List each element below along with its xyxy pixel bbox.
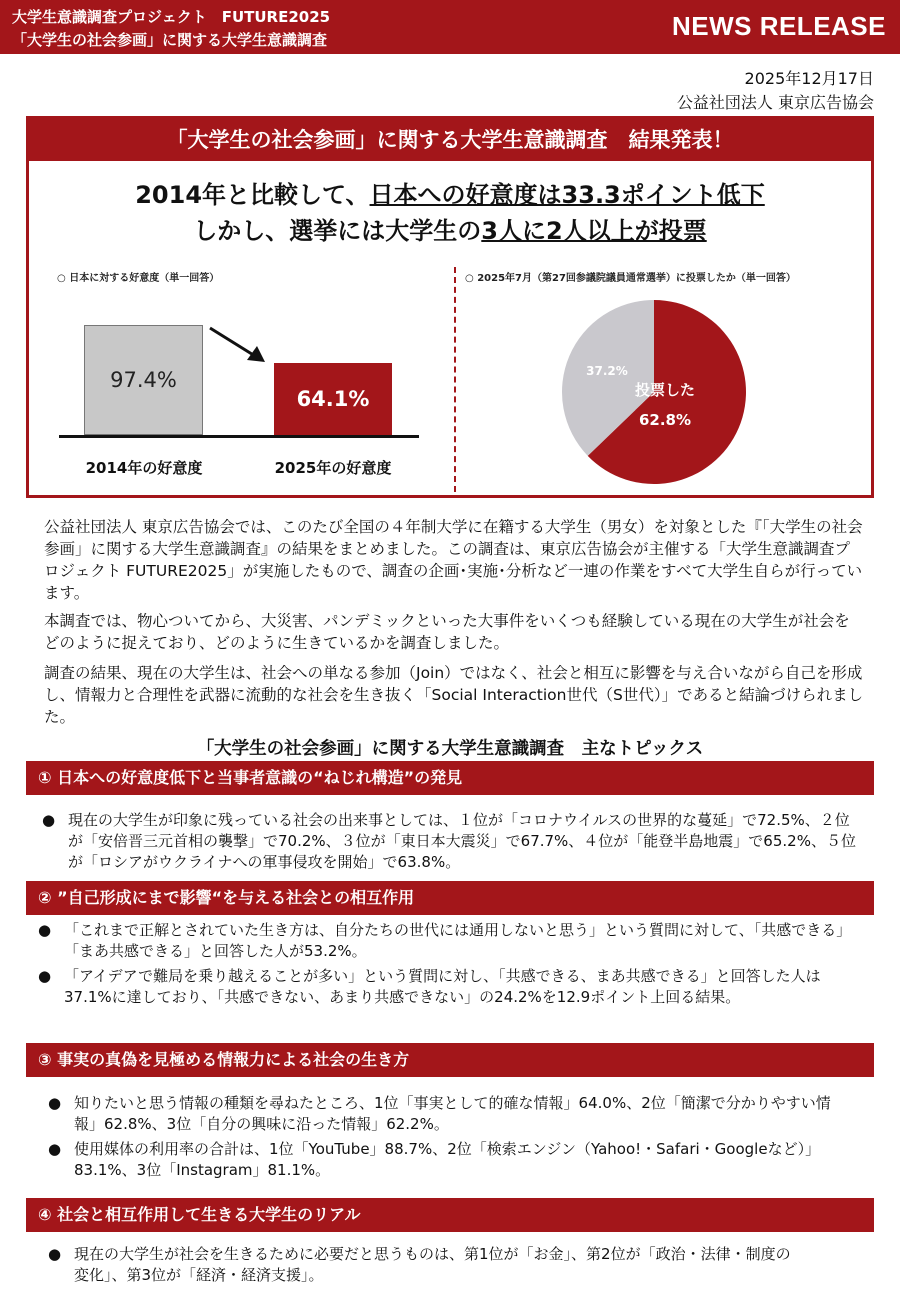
section-2-bullet-1 xyxy=(38,920,844,962)
section-1-bullet-1 xyxy=(42,810,858,873)
pie-value-other: 37.2% xyxy=(586,364,628,378)
bar-2014-label: 2014年の好意度 xyxy=(85,459,203,477)
pie-value-voted: 62.8% xyxy=(638,411,692,429)
topics-title: 「大学生の社会参画」に関する大学生意識調査 主なトピックス xyxy=(196,739,704,759)
news-release-label: NEWS RELEASE xyxy=(671,11,886,41)
section-3-bullet-1 xyxy=(48,1093,849,1135)
bar-chart-caption: ○ 日本に対する好意度（単一回答） xyxy=(57,273,220,284)
bullet-dot: ● xyxy=(48,1245,62,1263)
vote-pie-chart xyxy=(559,297,749,487)
section-3-bullet-1-text: 知りたいと思う情報の種類を尋ねたところ、1位「事実として的確な情報」64.0%、2位「簡潔で分かりやすい情報」62.8%、3位「自分の興味に沿った情報」62.2%。 xyxy=(74,1094,831,1133)
section-4-bullet-1-text: 現在の大学生が社会を生きるために必要だと思うものは、第1位が「お金」、第2位が「政治・法律・制度の変化」、第3位が「経済・経済支援」。 xyxy=(74,1245,791,1284)
organization-name: 公益社団法人 東京広告協会 xyxy=(676,93,874,112)
results-box xyxy=(26,116,874,498)
bullet-dot: ● xyxy=(38,967,52,985)
bar-2025-value: 64.1% xyxy=(296,386,370,411)
bar-2025 xyxy=(274,363,392,435)
headline-1 xyxy=(29,175,871,210)
section-2-bullet-2 xyxy=(38,966,844,1008)
headline-1-emphasis: 日本への好意度は33.3ポイント低下 xyxy=(369,181,765,209)
release-date: 2025年12月17日 xyxy=(744,69,874,88)
results-box-title: 「大学生の社会参画」に関する大学生意識調査 結果発表！ xyxy=(29,119,871,161)
bullet-dot: ● xyxy=(48,1140,62,1158)
headline-2-emphasis: 3人に2人以上が投票 xyxy=(481,217,707,245)
bullet-dot: ● xyxy=(38,921,52,939)
headline-1-lead: 2014年と比較して、 xyxy=(135,181,370,209)
bar-2025-label: 2025年の好意度 xyxy=(274,459,392,477)
bullet-dot: ● xyxy=(42,811,56,829)
top-banner xyxy=(0,0,900,54)
survey-title: 「大学生の社会参画」に関する大学生意識調査 xyxy=(12,31,328,49)
pie-chart-caption: ○ 2025年7月（第27回参議院議員通常選挙）に投票したか（単一回答） xyxy=(465,273,796,284)
section-3-bullet-2-text: 使用媒体の利用率の合計は、1位「YouTube」88.7%、2位「検索エンジン（Yahoo!・Safari・Googleなど）」83.1%、3位「Instagram」81.1%。 xyxy=(74,1140,821,1179)
bar-2014-value: 97.4% xyxy=(110,367,177,392)
chart-divider xyxy=(454,267,456,492)
section-3-bullet-2 xyxy=(48,1139,849,1181)
section-4-bullet-1 xyxy=(48,1244,794,1286)
section-2-bullet-1-text: 「これまで正解とされていた生き方は、自分たちの世代には通用しないと思う」という質問に対して、「共感できる」「まあ共感できる」と回答した人が53.2%。 xyxy=(64,921,844,960)
pie-label-voted: 投票した xyxy=(634,381,696,399)
decline-arrow-icon xyxy=(207,324,269,366)
intro-paragraph-2: 本調査では、物心ついてから、大災害、パンデミックといった大事件をいくつも経験している現在の大学生が社会をどのように捉えており、どのように生きているかを調査しました。 xyxy=(44,612,850,652)
section-3-header: ③ 事実の真偽を見極める情報力による社会の生き方 xyxy=(26,1043,874,1077)
headline-2 xyxy=(29,211,871,246)
section-2-bullet-2-text: 「アイデアで難局を乗り越えることが多い」という質問に対し、「共感できる、まあ共感できる」と回答した人は37.1%に達しており、「共感できない、あまり共感できない」の24.2%を12.9ポイント上回る結果。 xyxy=(64,967,821,1006)
intro-paragraph-3: 調査の結果、現在の大学生は、社会への単なる参加（Join）ではなく、社会と相互に影響を与え合いながら自己を形成し、情報力と合理性を武器に流動的な社会を生き抜く「Social Interaction世代（S世代）」であると結論づけられました。 xyxy=(44,664,864,726)
section-1-header: ① 日本への好意度低下と当事者意識の“ねじれ構造”の発見 xyxy=(26,761,874,795)
project-title: 大学生意識調査プロジェクト FUTURE2025 xyxy=(12,8,331,26)
intro-paragraph-1: 公益社団法人 東京広告協会では、このたび全国の４年制大学に在籍する大学生（男女）を対象とした『「大学生の社会参画」に関する大学生意識調査』の結果をまとめました。この調査は、東京広告協会が主催する「大学生意識調査プロジェクト FUTURE2025」が実施したもので、調査の企画･実施･分析など一連の作業をすべて大学生自らが行っています。 xyxy=(44,518,863,602)
section-2-header: ② ”自己形成にまで影響“を与える社会との相互作用 xyxy=(26,881,874,915)
bar-chart-baseline xyxy=(59,435,419,438)
headline-2-lead: しかし、選挙には大学生の xyxy=(193,217,482,245)
bullet-dot: ● xyxy=(48,1094,62,1112)
section-1-bullet-1-text: 現在の大学生が印象に残っている社会の出来事としては、１位が「コロナウイルスの世界的な蔓延」で72.5%、２位が「安倍晋三元首相の襲撃」で70.2%、３位が「東日本大震災」で67.7%、４位が「能登半島地震」で65.2%、５位が「ロシアがウクライナへの軍事侵攻を開始」で63.8%。 xyxy=(68,811,856,871)
bar-2014 xyxy=(84,325,203,435)
section-4-header: ④ 社会と相互作用して生きる大学生のリアル xyxy=(26,1198,874,1232)
